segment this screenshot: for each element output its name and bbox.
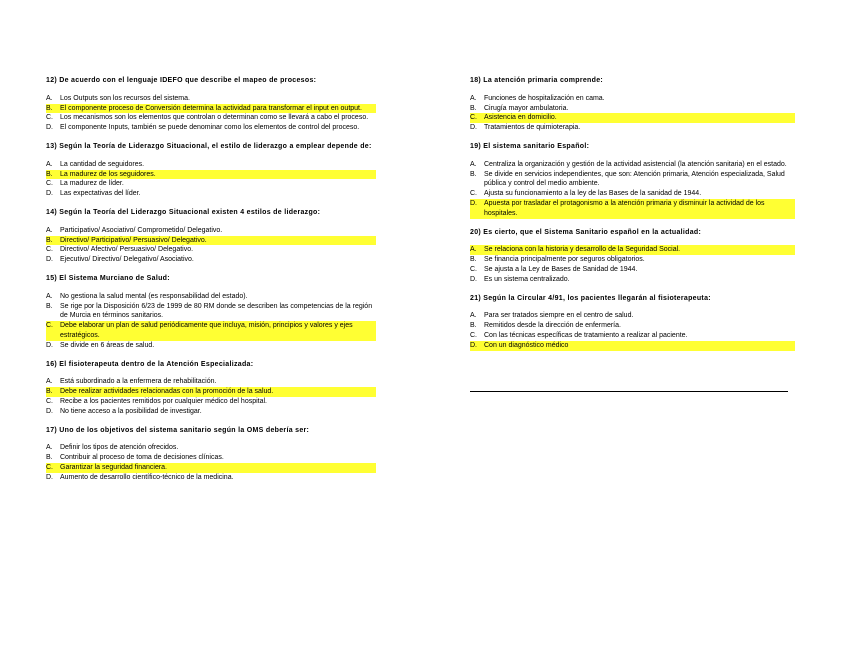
option-letter: C.	[46, 246, 53, 254]
option-text: Contribuir al proceso de toma de decisiones clínicas.	[60, 454, 224, 462]
answer-option	[46, 292, 376, 302]
option-letter: D.	[46, 341, 53, 349]
question-block	[46, 274, 376, 360]
option-text: Es un sistema centralizado.	[484, 275, 570, 283]
option-text: Asistencia en domicilio.	[484, 113, 795, 123]
option-text: Aumento de desarrollo científico-técnico de la medicina.	[60, 473, 234, 481]
answer-option-highlighted	[46, 104, 376, 114]
option-text: Se relaciona con la historia y desarrollo de la Seguridad Social.	[484, 245, 795, 255]
question-block	[46, 76, 376, 142]
answer-option	[46, 189, 376, 199]
answer-option	[46, 473, 376, 483]
answer-option	[46, 453, 376, 463]
option-letter: D.	[470, 124, 477, 132]
option-letter: D.	[46, 407, 53, 415]
question-block	[470, 142, 795, 228]
option-text: La madurez de líder.	[60, 180, 124, 188]
option-letter: D.	[46, 473, 53, 481]
option-text: Debe elaborar un plan de salud periódicamente que incluya, misión, principios y valores y ejes estratégicos.	[60, 321, 376, 341]
right-column	[470, 76, 795, 360]
answer-option	[46, 397, 376, 407]
option-letter: C.	[470, 190, 477, 198]
option-letter: A.	[470, 245, 484, 255]
option-letter: A.	[46, 94, 53, 102]
option-text: Participativo/ Asociativo/ Comprometido/ Delegativo.	[60, 226, 223, 234]
question-block	[46, 208, 376, 274]
answer-option	[470, 311, 795, 321]
question-block	[470, 228, 795, 294]
answer-option-highlighted	[470, 199, 795, 219]
option-letter: C.	[46, 397, 53, 405]
option-text: Debe realizar actividades relacionadas con la promoción de la salud.	[60, 387, 376, 397]
answer-option	[470, 255, 795, 265]
answer-option	[46, 94, 376, 104]
option-text: Cirugía mayor ambulatoria.	[484, 104, 569, 112]
answer-option	[470, 123, 795, 133]
answer-option-highlighted	[470, 245, 795, 255]
answer-option-highlighted	[46, 236, 376, 246]
question-block	[470, 76, 795, 142]
option-text: Ajusta su funcionamiento a la ley de las Bases de la sanidad de 1944.	[484, 190, 702, 198]
option-letter: A.	[46, 160, 53, 168]
horizontal-rule	[470, 391, 788, 392]
answer-option-highlighted	[470, 341, 795, 351]
option-text: Garantizar la seguridad financiera.	[60, 463, 376, 473]
question-block	[470, 294, 795, 360]
option-letter: C.	[46, 180, 53, 188]
option-text: Definir los tipos de atención ofrecidos.	[60, 444, 179, 452]
question-block	[46, 142, 376, 208]
question-block	[46, 426, 376, 492]
option-letter: B.	[46, 302, 53, 310]
option-letter: C.	[470, 331, 477, 339]
question-text: 13) Según la Teoría de Liderazgo Situacional, el estilo de liderazgo a emplear depende de:	[46, 142, 372, 150]
answer-option	[470, 170, 795, 190]
question-text: 17) Uno de los objetivos del sistema sanitario según la OMS debería ser:	[46, 426, 310, 434]
option-text: Se ajusta a la Ley de Bases de Sanidad de 1944.	[484, 265, 638, 273]
option-letter: C.	[46, 321, 60, 341]
answer-option	[470, 265, 795, 275]
option-letter: D.	[470, 199, 484, 219]
answer-option	[470, 160, 795, 170]
option-text: Centraliza la organización y gestión de la actividad asistencial (la atención sanitaria) en el estado.	[484, 160, 787, 168]
option-letter: B.	[46, 454, 53, 462]
option-letter: A.	[470, 94, 477, 102]
question-text: 14) Según la Teoría del Liderazgo Situacional existen 4 estilos de liderazgo:	[46, 208, 321, 216]
option-text: Se divide en 6 áreas de salud.	[60, 341, 155, 349]
option-text: La madurez de los seguidores.	[60, 170, 376, 180]
option-text: Se divide en servicios independientes, que son: Atención primaria, Atención especializada, Salud pública y control del medio ambiente.	[484, 170, 785, 188]
option-letter: B.	[46, 387, 60, 397]
option-letter: A.	[46, 378, 53, 386]
option-text: Con un diagnóstico médico	[484, 341, 795, 351]
option-letter: A.	[46, 292, 53, 300]
option-text: Las expectativas del líder.	[60, 190, 141, 198]
question-text: 19) El sistema sanitario Español:	[470, 142, 590, 150]
option-letter: A.	[470, 160, 477, 168]
option-text: La cantidad de seguidores.	[60, 160, 145, 168]
option-text: Recibe a los pacientes remitidos por cualquier médico del hospital.	[60, 397, 267, 405]
option-text: No gestiona la salud mental (es responsabilidad del estado).	[60, 292, 248, 300]
option-text: Los Outputs son los recursos del sistema.	[60, 94, 190, 102]
question-text: 21) Según la Circular 4/91, los pacientes llegarán al fisioterapeuta:	[470, 294, 711, 302]
question-text: 16) El fisioterapeuta dentro de la Atención Especializada:	[46, 360, 254, 368]
option-letter: C.	[46, 114, 53, 122]
question-text: 20) Es cierto, que el Sistema Sanitario español en la actualidad:	[470, 228, 702, 236]
option-text: No tiene acceso a la posibilidad de investigar.	[60, 407, 202, 415]
option-letter: B.	[46, 236, 60, 246]
answer-option	[46, 179, 376, 189]
option-letter: B.	[470, 322, 477, 330]
option-text: Se financia principalmente por seguros obligatorios.	[484, 256, 645, 264]
option-letter: D.	[470, 341, 484, 351]
answer-option	[46, 302, 376, 322]
option-letter: B.	[46, 170, 60, 180]
question-block	[46, 360, 376, 426]
option-letter: B.	[470, 104, 477, 112]
answer-option	[46, 377, 376, 387]
option-letter: B.	[470, 170, 477, 178]
option-text: El componente proceso de Conversión determina la actividad para transformar el input en output.	[60, 104, 376, 114]
answer-option-highlighted	[46, 387, 376, 397]
option-letter: A.	[46, 226, 53, 234]
option-letter: D.	[46, 124, 53, 132]
option-text: Apuesta por trasladar el protagonismo a la atención primaria y disminuir la actividad de los hospitales.	[484, 199, 795, 219]
question-text: 12) De acuerdo con el lenguaje IDEFO que describe el mapeo de procesos:	[46, 77, 317, 84]
answer-option	[46, 123, 376, 133]
option-text: Directivo/ Participativo/ Persuasivo/ Delegativo.	[60, 236, 376, 246]
option-letter: D.	[46, 256, 53, 264]
option-text: Ejecutivo/ Directivo/ Delegativo/ Asociativo.	[60, 256, 194, 264]
answer-option	[470, 94, 795, 104]
answer-option	[46, 407, 376, 417]
answer-option	[470, 321, 795, 331]
answer-option	[46, 113, 376, 123]
answer-option	[470, 104, 795, 114]
answer-option-highlighted	[46, 463, 376, 473]
answer-option-highlighted	[46, 170, 376, 180]
answer-option-highlighted	[46, 321, 376, 341]
option-text: Funciones de hospitalización en cama.	[484, 94, 605, 102]
answer-option	[470, 189, 795, 199]
option-text: Está subordinado a la enfermera de rehabilitación.	[60, 378, 217, 386]
option-text: Directivo/ Afectivo/ Persuasivo/ Delegativo.	[60, 246, 194, 254]
option-text: Remitidos desde la dirección de enfermería.	[484, 322, 621, 330]
option-letter: C.	[470, 265, 477, 273]
option-text: Con las técnicas específicas de tratamiento a realizar al paciente.	[484, 331, 688, 339]
answer-option-highlighted	[470, 113, 795, 123]
option-letter: A.	[470, 312, 477, 320]
answer-option	[46, 341, 376, 351]
option-letter: D.	[470, 275, 477, 283]
option-text: Los mecanismos son los elementos que controlan o determinan como se llevará a cabo el proceso.	[60, 114, 369, 122]
option-letter: D.	[46, 190, 53, 198]
option-letter: C.	[470, 113, 484, 123]
answer-option	[470, 275, 795, 285]
answer-option	[46, 226, 376, 236]
option-text: Tratamientos de quimioterapia.	[484, 124, 581, 132]
left-column	[46, 76, 376, 492]
option-letter: A.	[46, 444, 53, 452]
option-text: El componente Inputs, también se puede denominar como los elementos de control del proceso.	[60, 124, 360, 132]
option-letter: B.	[46, 104, 60, 114]
answer-option	[46, 443, 376, 453]
option-text: Para ser tratados siempre en el centro de salud.	[484, 312, 634, 320]
option-text: Se rige por la Disposición 6/23 de 1999 de 80 RM donde se describen las competencias de la región de Murcia en términos sanitarios.	[60, 302, 373, 320]
answer-option	[46, 160, 376, 170]
question-text: 15) El Sistema Murciano de Salud:	[46, 274, 170, 282]
answer-option	[46, 255, 376, 265]
answer-option	[46, 245, 376, 255]
option-letter: B.	[470, 256, 477, 264]
answer-option	[470, 331, 795, 341]
question-text: 18) La atención primaria comprende:	[470, 77, 604, 84]
option-letter: C.	[46, 463, 60, 473]
